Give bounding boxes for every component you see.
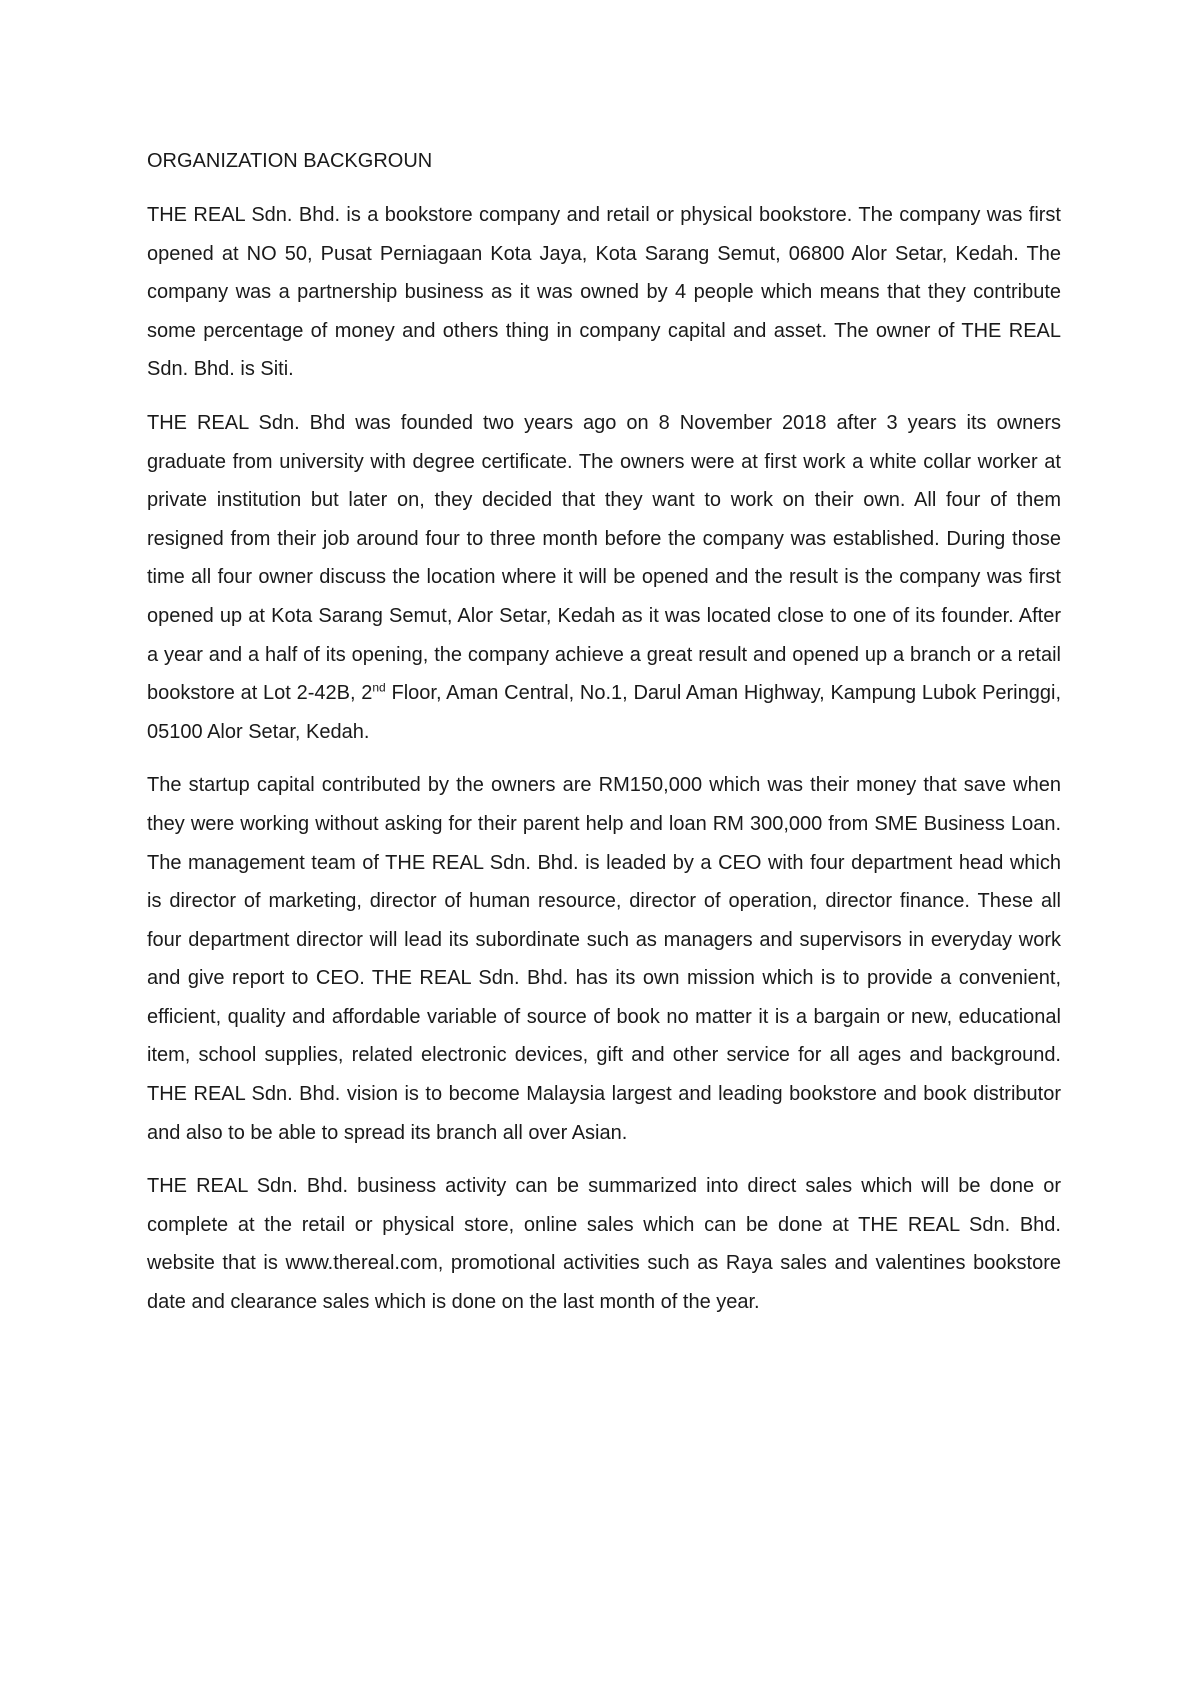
paragraph-business-activity: THE REAL Sdn. Bhd. business activity can be summarized into direct sales which will be done or complete at the retail or physical store, online sales which can be done at THE REAL Sdn. Bhd. website that is www.thereal.com, promotional activities such as Raya sales and valentines bookstore date and clearance sales which is done on the last month of the year.	[147, 1175, 1061, 1314]
paragraph-text-before-superscript: THE REAL Sdn. Bhd was founded two years ago on 8 November 2018 after 3 years its owners graduate from university with degree certificate. The owners were at first work a white collar worker at private institution but later on, they decided that they want to work on their own. All four of them resigned from their job around four to three month before the company was established. During those time all four owner discuss the location where it will be opened and the result is the company was first opened up at Kota Sarang Semut, Alor Setar, Kedah as it was located close to one of its founder. After a year and a half of its opening, the company achieve a great result and opened up a branch or a retail bookstore at Lot 2-42B, 2	[147, 411, 1061, 705]
ordinal-superscript: nd	[372, 680, 386, 695]
paragraph-capital-and-management: The startup capital contributed by the owners are RM150,000 which was their money that save when they were working without asking for their parent help and loan RM 300,000 from SME Business Loan. The management team of THE REAL Sdn. Bhd. is leaded by a CEO with four department head which is director of marketing, director of human resource, director of operation, director finance. These all four department director will lead its subordinate such as managers and supervisors in everyday work and give report to CEO. THE REAL Sdn. Bhd. has its own mission which is to provide a convenient, efficient, quality and affordable variable of source of book no matter it is a bargain or new, educational item, school supplies, related electronic devices, gift and other service for all ages and background. THE REAL Sdn. Bhd. vision is to become Malaysia largest and leading bookstore and book distributor and also to be able to spread its branch all over Asian.	[147, 774, 1061, 1144]
paragraph-company-overview: THE REAL Sdn. Bhd. is a bookstore company and retail or physical bookstore. The company was first opened at NO 50, Pusat Perniagaan Kota Jaya, Kota Sarang Semut, 06800 Alor Setar, Kedah. The company was a partnership business as it was owned by 4 people which means that they contribute some percentage of money and others thing in company capital and asset. The owner of THE REAL Sdn. Bhd. is Siti.	[147, 204, 1061, 381]
paragraph-founding-history	[147, 404, 1061, 751]
document-body	[147, 142, 1061, 1337]
paragraph-text-after-superscript: Floor, Aman Central, No.1, Darul Aman Highway, Kampung Lubok Peringgi, 05100 Alor Setar, Kedah.	[147, 682, 1061, 743]
document-title: ORGANIZATION BACKGROUN	[147, 150, 433, 172]
